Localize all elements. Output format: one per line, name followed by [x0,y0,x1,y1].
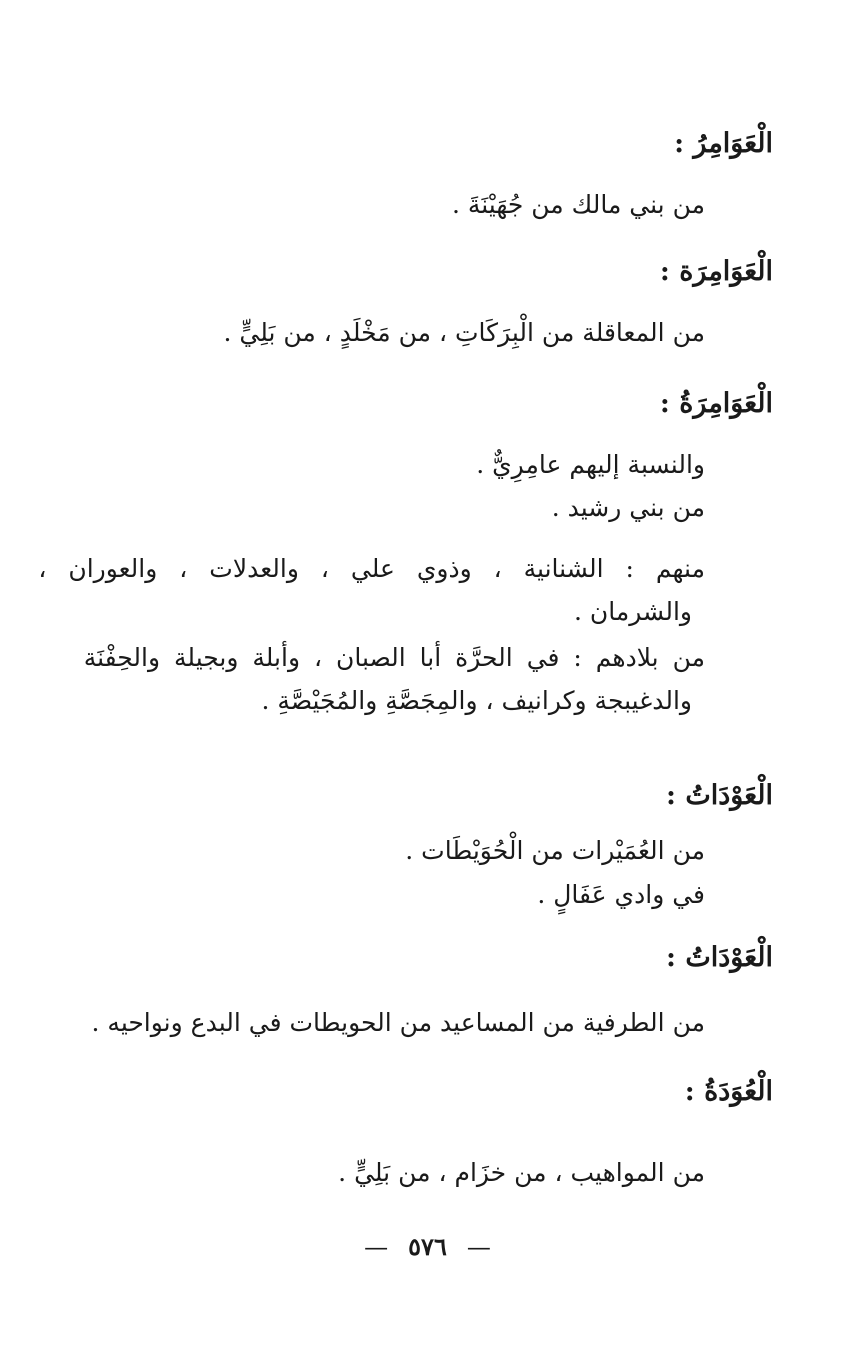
entry-line: والدغيبجة وكرانيف ، والمِجَصَّةِ والمُجَيْصَّةِ . [261,686,692,715]
page-number-dash-right: — [466,1233,491,1261]
entry-heading: الْعَوَامِرُ : [674,128,773,159]
entry-line: والشرمان . [574,597,692,626]
entry-line: من المواهيب ، من خزَام ، من بَلِيٍّ . [338,1158,705,1187]
entry-line: والنسبة إليهم عامِرِيٌّ . [476,450,705,479]
page-number-dash-left: — [364,1233,389,1261]
entry-line: من المعاقلة من الْبِرَكَاتِ ، من مَخْلَدٍ ، من بَلِيٍّ . [223,318,705,347]
page-number [0,1232,855,1261]
entry-heading: الْعَوْدَاتُ : [665,780,773,811]
entry-heading: الْعُوَدَةُ : [684,1076,773,1107]
entry-line: من بني مالك من جُهَيْنَةَ . [451,190,705,219]
entry-line: من العُمَيْرات من الْحُوَيْطَات . [405,836,705,865]
entry-line: من الطرفية من المساعيد من الحويطات في البدع ونواحيه . [91,1008,705,1037]
entry-heading: الْعَوْدَاتُ : [665,942,773,973]
entry-heading: الْعَوَامِرَة : [659,256,773,287]
entry-line: من بلادهم : في الحرَّة أبا الصبان ، وأبلة وبجيلة والحِفْنَة [83,643,705,672]
entry-line: في وادي عَفَالٍ . [537,880,705,909]
page-number-value: ٥٧٦ [408,1232,447,1261]
entry-heading: الْعَوَامِرَةُ : [659,388,773,419]
entry-line: من بني رشيد . [551,493,705,522]
entry-line: منهم : الشنانية ، وذوي علي ، والعدلات ، والعوران ، [38,554,705,583]
